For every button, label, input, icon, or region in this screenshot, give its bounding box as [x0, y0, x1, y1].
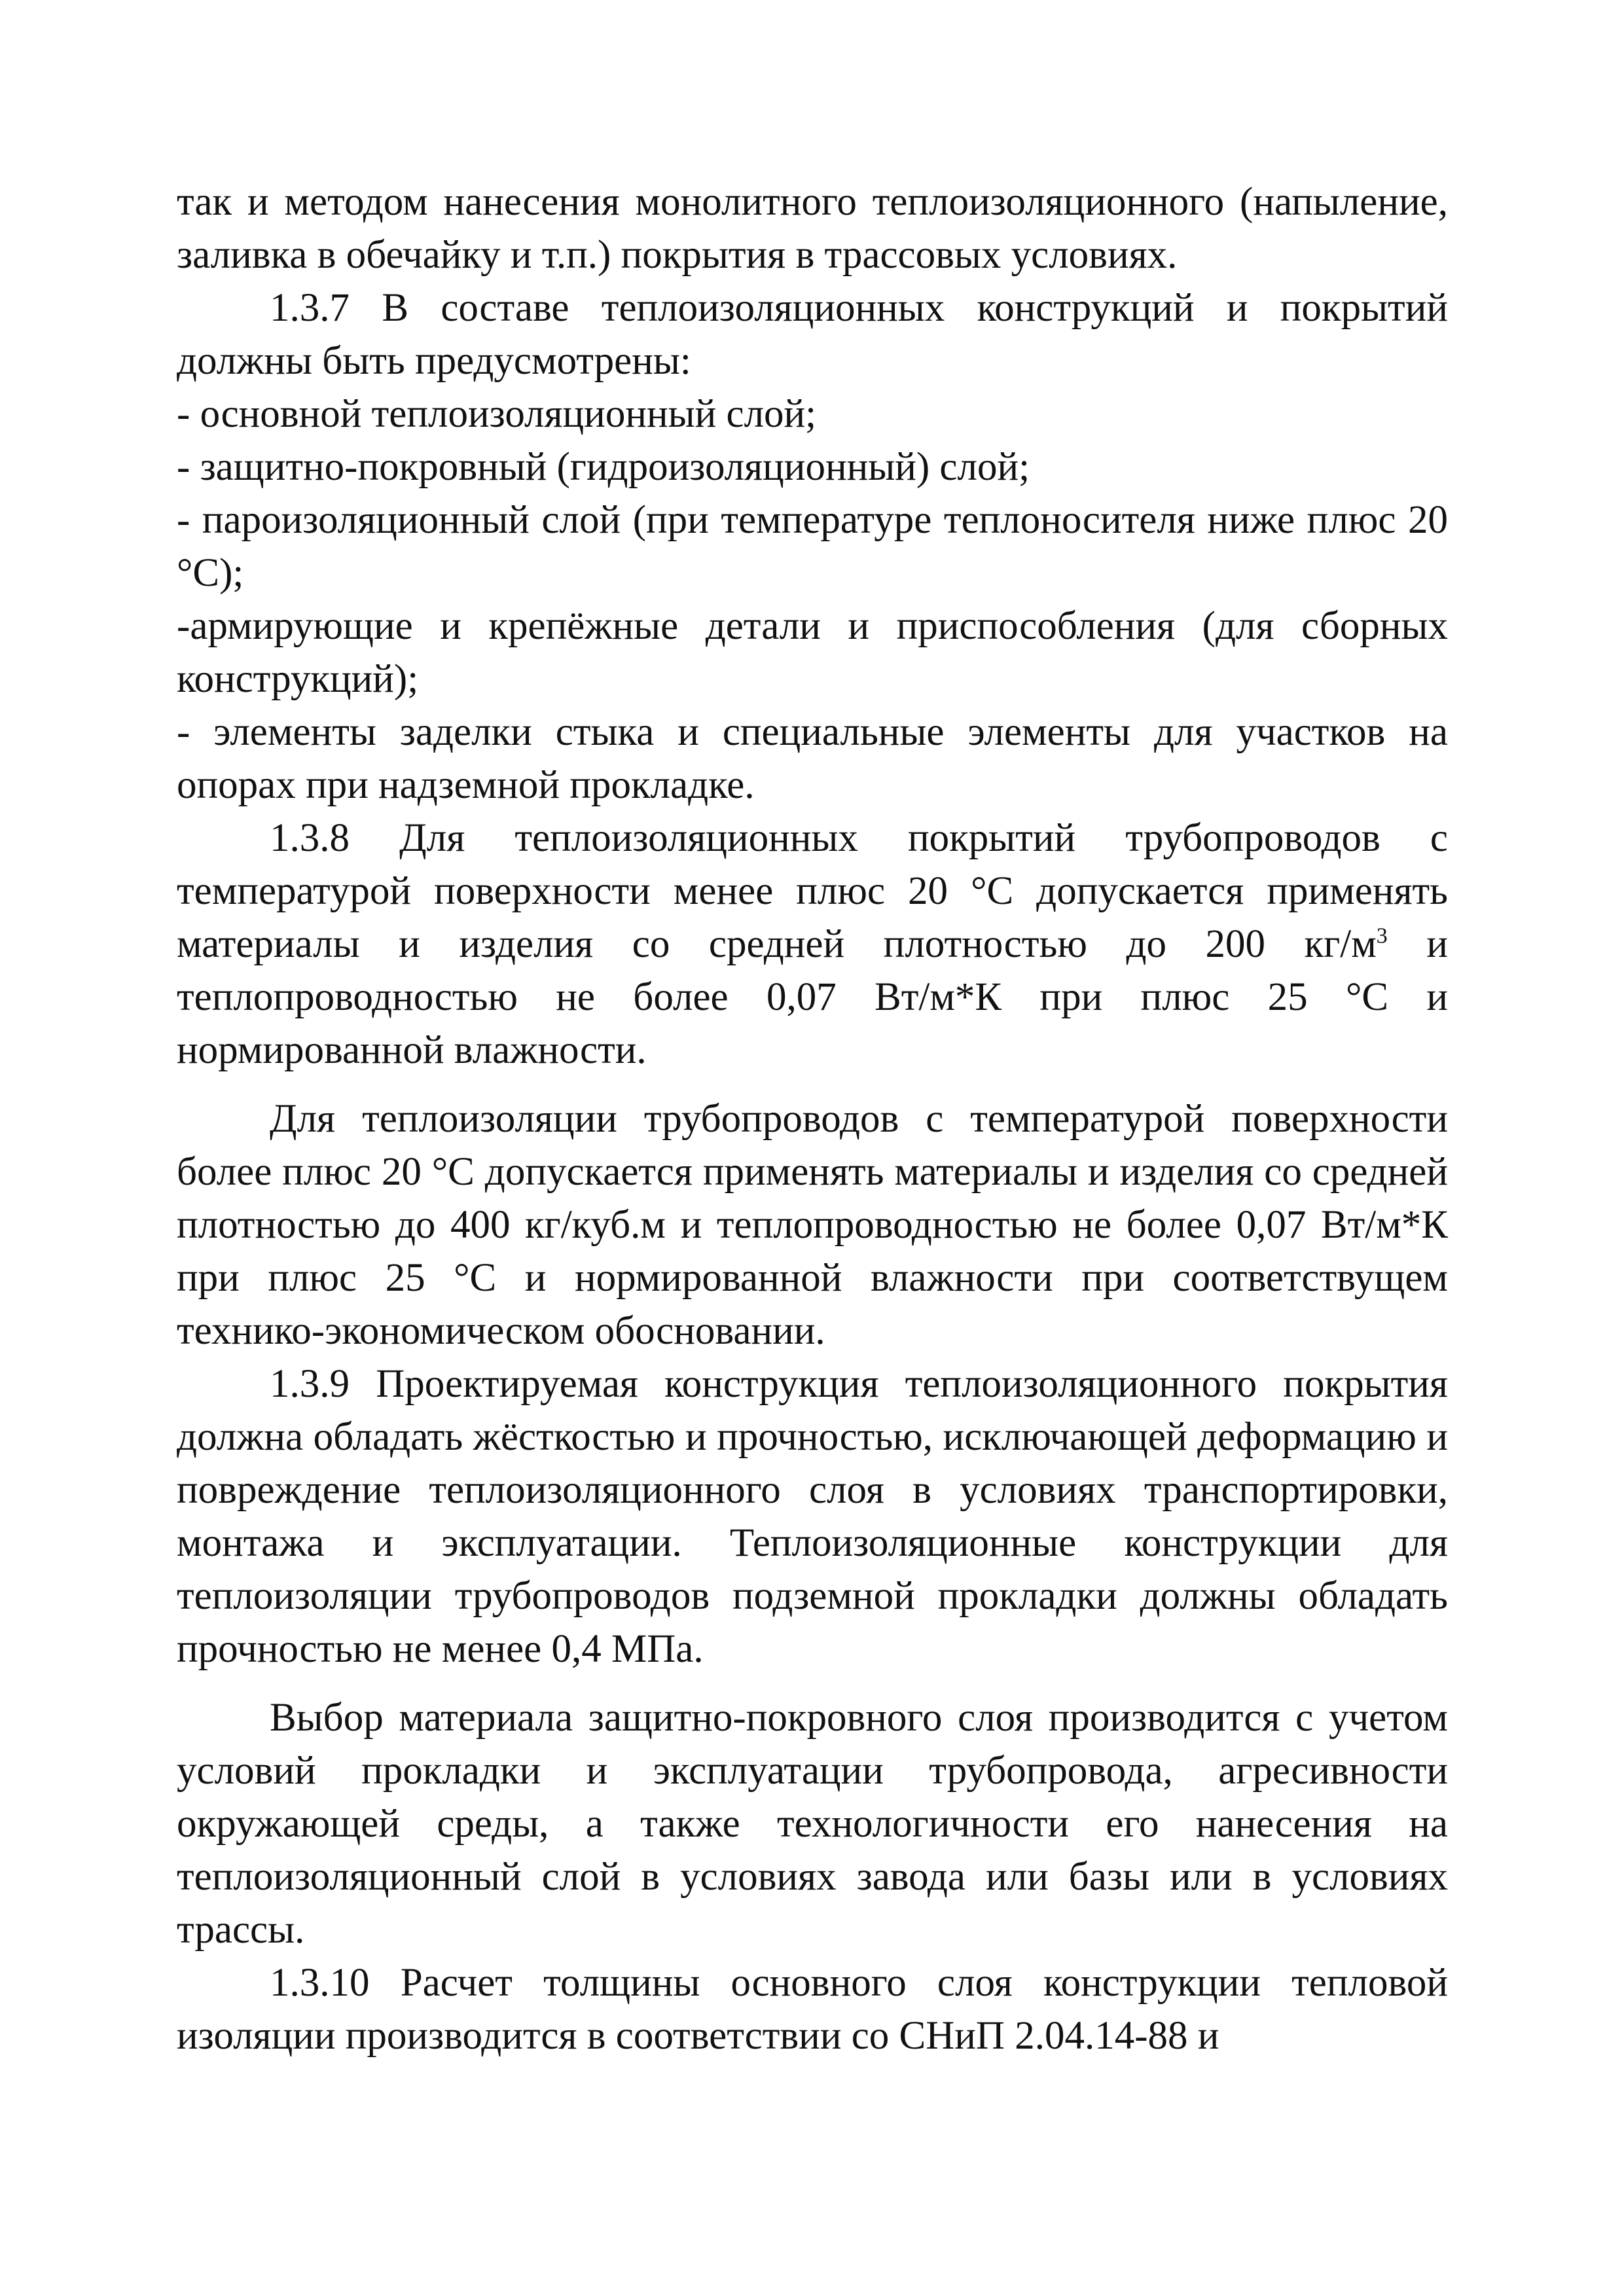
list-item: -армирующие и крепёжные детали и приспособления (для сборных конструкций);: [177, 604, 1448, 701]
document-page: [177, 175, 1448, 2062]
paragraph-insulation-over-20: Для теплоизоляции трубопроводов с температурой поверхности более плюс 20 °С допускается применять материалы и изделия со средней плотностью до 400 кг/куб.м и теплопроводностью не более 0,07 Вт/м*К при плюс 25 °С и нормированной влажности при соответствущем технико-экономическом обосновании.: [177, 1097, 1448, 1353]
paragraph-1-3-8-continuation: теплопроводностью не более 0,07 Вт/м*К при плюс 25 °С и нормированной влажности.: [177, 975, 1448, 1072]
list-item: - основной теплоизоляционный слой;: [177, 392, 817, 436]
paragraph-1-3-8: [177, 812, 1448, 1077]
list-item: - защитно-покровный (гидроизоляционный) слой;: [177, 445, 1030, 489]
paragraph-material-choice: Выбор материала защитно-покровного слоя производится с учетом условий прокладки и эксплуатации трубопровода, агресивности окружающей среды, а также технологичности его нанесения на теплоизоляционный слой в условиях завода или базы или в условиях трассы.: [177, 1696, 1448, 1952]
superscript-cubic: 3: [1376, 924, 1388, 948]
list-item: - элементы заделки стыка и специальные элементы для участков на опорах при надземной прокладке.: [177, 710, 1448, 807]
list-item: - пароизоляционный слой (при температуре теплоносителя ниже плюс 20 °С);: [177, 498, 1448, 595]
paragraph-1-3-9: 1.3.9 Проектируемая конструкция теплоизоляционного покрытия должна обладать жёсткостью и прочностью, исключающей деформацию и повреждение теплоизоляционного слоя в условиях транспортировки, монтажа и эксплуатации. Теплоизоляционные конструкции для теплоизоляции трубопроводов подземной прокладки должны обладать прочностью не менее 0,4 МПа.: [177, 1362, 1448, 1671]
paragraph-1-3-8-text: 1.3.8 Для теплоизоляционных покрытий трубопроводов с температурой поверхности менее плюс 20 °С допускается применять материалы и изделия со средней плотностью до 200 кг/м: [177, 816, 1448, 966]
paragraph-1-3-10: 1.3.10 Расчет толщины основного слоя конструкции тепловой изоляции производится в соответствии со СНиП 2.04.14-88 и: [177, 1961, 1448, 2058]
paragraph-1-3-7: 1.3.7 В составе теплоизоляционных конструкций и покрытий должны быть предусмотрены:: [177, 286, 1448, 383]
conjunction-word: и: [1426, 922, 1448, 966]
paragraph-continuation: так и методом нанесения монолитного теплоизоляционного (напыление, заливка в обечайку и т.п.) покрытия в трассовых условиях.: [177, 180, 1448, 277]
